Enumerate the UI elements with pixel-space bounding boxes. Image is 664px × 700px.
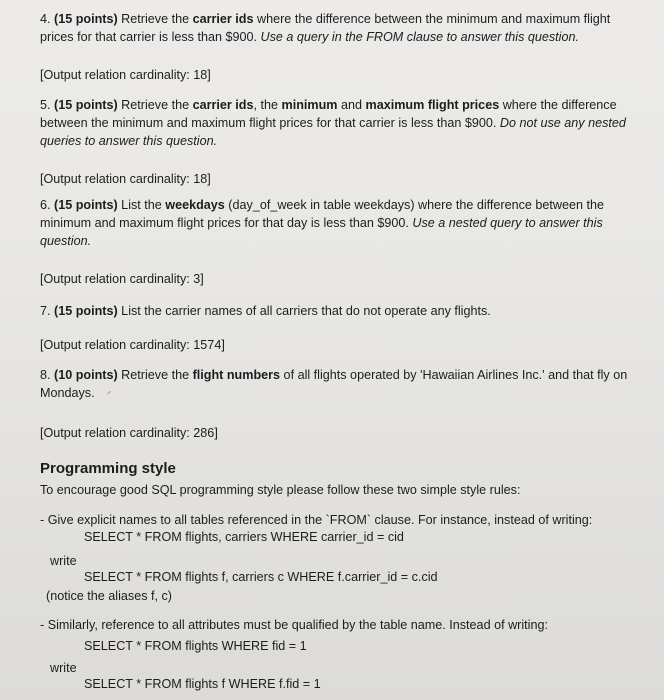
question-points: (15 points) xyxy=(54,198,118,212)
question-number: 7. xyxy=(40,304,51,318)
cardinality-note-8: [Output relation cardinality: 286] xyxy=(40,426,218,440)
text: minimum and maximum flight prices for that day is less than $900. xyxy=(40,216,413,230)
text: of all flights operated by 'Hawaiian Airlines Inc.' and that fly on xyxy=(280,368,628,382)
alias-note: (notice the aliases f, c) xyxy=(46,589,172,603)
question-points: (10 points) xyxy=(54,368,118,382)
question-points: (15 points) xyxy=(54,98,118,112)
code-example-before-1: SELECT * FROM flights, carriers WHERE carrier_id = cid xyxy=(84,530,404,544)
bold-text: flight numbers xyxy=(192,368,281,382)
text: where the difference xyxy=(499,98,617,112)
write-label-2: write xyxy=(50,661,77,675)
question-8 xyxy=(40,366,654,402)
cardinality-note-7: [Output relation cardinality: 1574] xyxy=(40,338,225,352)
text: and xyxy=(337,98,366,112)
question-7 xyxy=(40,302,652,320)
text: , the xyxy=(253,98,282,112)
italic-text: question. xyxy=(40,234,92,248)
cardinality-note-6: [Output relation cardinality: 3] xyxy=(40,272,204,286)
text: Mondays. xyxy=(40,386,95,400)
section-heading: Programming style xyxy=(40,460,176,477)
text: Retrieve the xyxy=(117,98,193,112)
question-number: 6. xyxy=(40,198,51,212)
style-rule-1: - Give explicit names to all tables referenced in the `FROM` clause. For instance, instead of writing: xyxy=(40,513,593,527)
italic-text: Do not use any nested xyxy=(499,116,626,130)
style-rule-2: - Similarly, reference to all attributes must be qualified by the table name. Instead of writing: xyxy=(40,618,548,632)
text: Retrieve the xyxy=(117,368,193,382)
write-label-1: write xyxy=(50,554,77,568)
question-number: 8. xyxy=(40,368,51,382)
italic-text: queries to answer this question. xyxy=(40,134,218,148)
bold-text: maximum flight prices xyxy=(365,98,500,112)
text: Retrieve the xyxy=(117,12,193,26)
bold-text: carrier ids xyxy=(192,98,254,112)
italic-text: Use a query in the FROM clause to answer this question. xyxy=(260,30,579,44)
question-points: (15 points) xyxy=(54,12,118,26)
code-example-before-2: SELECT * FROM flights WHERE fid = 1 xyxy=(84,639,307,653)
bold-text: weekdays xyxy=(165,198,225,212)
text: between the minimum and maximum flight prices for that carrier is less than $900. xyxy=(40,116,500,130)
text: List the carrier names of all carriers that do not operate any flights. xyxy=(117,304,491,318)
question-4 xyxy=(40,10,650,46)
question-6 xyxy=(40,196,652,250)
text: List the xyxy=(117,198,166,212)
style-intro: To encourage good SQL programming style please follow these two simple style rules: xyxy=(40,483,521,497)
cardinality-note-5: [Output relation cardinality: 18] xyxy=(40,172,211,186)
cardinality-note-4: [Output relation cardinality: 18] xyxy=(40,68,211,82)
text: prices for that carrier is less than $900. xyxy=(40,30,261,44)
question-5 xyxy=(40,96,652,150)
code-example-after-1: SELECT * FROM flights f, carriers c WHERE f.carrier_id = c.cid xyxy=(84,570,438,584)
bold-text: minimum xyxy=(281,98,338,112)
bold-text: carrier ids xyxy=(192,12,254,26)
text: where the difference between the minimum and maximum flight xyxy=(253,12,611,26)
question-number: 4. xyxy=(40,12,51,26)
question-number: 5. xyxy=(40,98,51,112)
italic-text: Use a nested query to answer this xyxy=(412,216,603,230)
question-points: (15 points) xyxy=(54,304,118,318)
text: (day_of_week in table weekdays) where the difference between the xyxy=(224,198,605,212)
code-example-after-2: SELECT * FROM flights f WHERE f.fid = 1 xyxy=(84,677,321,691)
